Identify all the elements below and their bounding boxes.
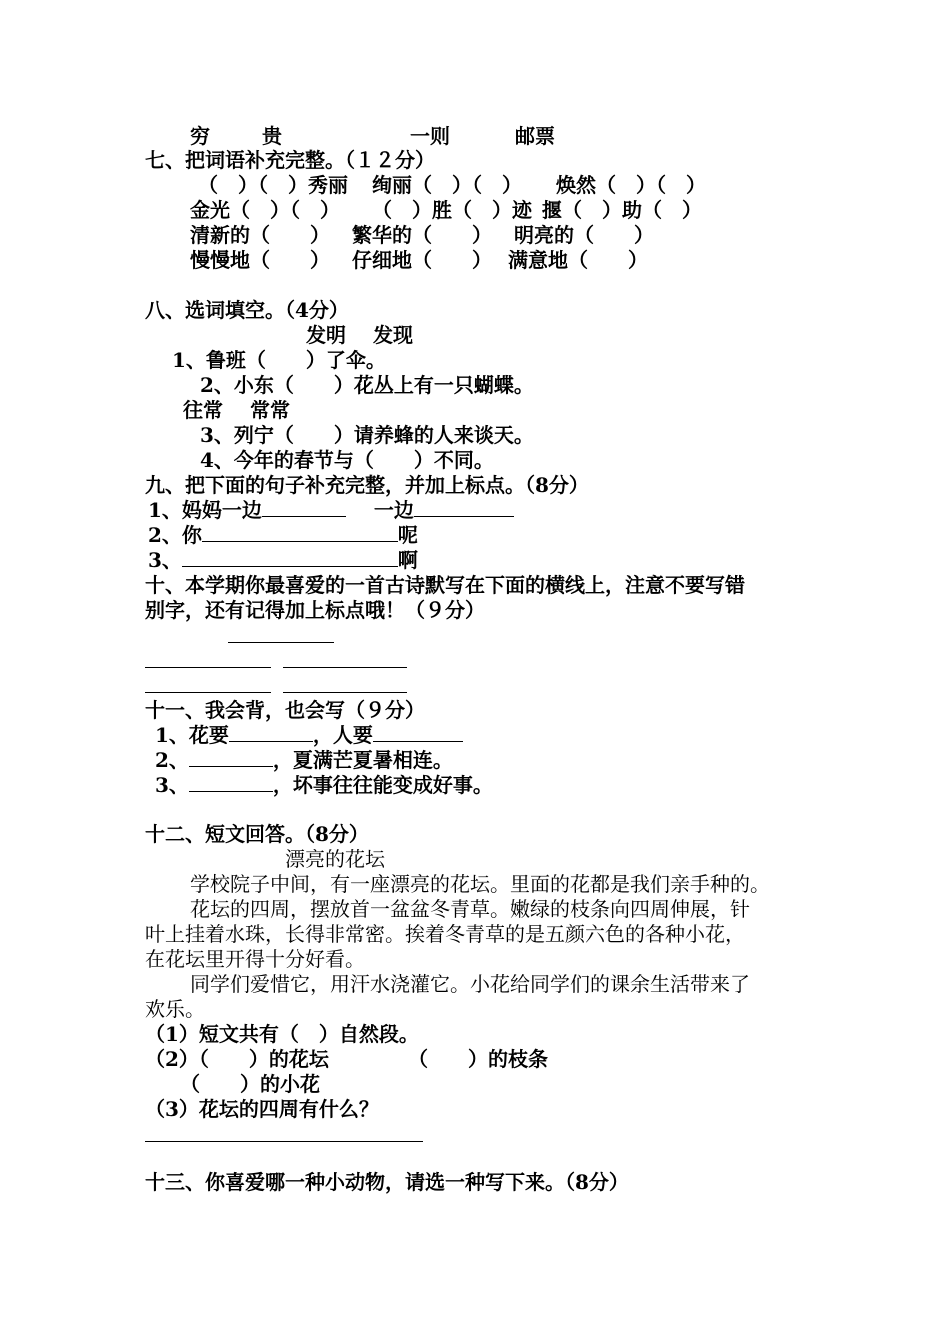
q7-r4-c2: 仔细地（ ） [352,248,492,272]
q8-item-1: 1、鲁班（ ）了伞。 [172,348,386,372]
q12-paragraph-3-line-2: 欢乐。 [145,997,205,1021]
q11-item-3 [155,773,493,797]
q11-title: 十一、我会背，也会写（９分） [145,698,425,722]
q11-item-3-prefix: 3、 [155,773,189,797]
q9-item-3-suffix: 啊 [397,548,418,572]
q10-answer-line-2a[interactable] [145,692,271,693]
q9-item-2-blank[interactable] [202,523,398,542]
q11-item-2-suffix: ，夏满芒夏暑相连。 [272,748,453,772]
q7-r2-c1: 金光（ ）（ ） [190,198,340,222]
q10-title-line-1: 十、本学期你最喜爱的一首古诗默写在下面的横线上，注意不要写错 [145,573,745,597]
q12-question-2c: （ ）的小花 [180,1072,320,1096]
q9-item-1-prefix: 1、妈妈一边 [148,498,262,522]
q11-item-2-prefix: 2、 [155,748,189,772]
q9-item-1-mid: 一边 [373,498,414,522]
q12-question-1: （1）短文共有（ ）自然段。 [145,1022,419,1046]
word-qiong: 穷 [190,124,210,148]
q7-r2-c3: 揠（ ）助（ ） [542,198,702,222]
word-gui: 贵 [262,124,282,148]
q13-title: 十三、你喜爱哪一种小动物，请选一种写下来。（8分） [145,1170,629,1194]
q8-choice-2: 往常 常常 [183,398,290,422]
q7-r4-c1: 慢慢地（ ） [190,248,330,272]
q12-question-2a: （2）（ ）的花坛 [145,1047,329,1071]
q12-title: 十二、短文回答。（8分） [145,822,369,846]
q12-paragraph-2-line-1: 花坛的四周，摆放首一盆盆冬青草。嫩绿的枝条向四周伸展，针 [190,897,750,921]
q10-title-line-2: 别字，还有记得加上标点哦！（９分） [145,598,485,622]
q9-item-3 [148,548,418,572]
q7-r3-c1: 清新的（ ） [190,223,330,247]
q12-question-3: （3）花坛的四周有什么？ [145,1097,379,1121]
q9-item-2-prefix: 2、你 [148,523,202,547]
q12-paragraph-2-line-3: 在花坛里开得十分好看。 [145,947,365,971]
q12-paragraph-1: 学校院子中间，有一座漂亮的花坛。里面的花都是我们亲手种的。 [190,872,770,896]
q7-r2-c2: （ ）胜（ ）迹 [372,198,532,222]
word-yize: 一则 [410,124,450,148]
q7-r4-c3: 满意地（ ） [508,248,648,272]
q7-r1-c3: 焕然（ ）（ ） [556,173,706,197]
q8-item-2: 2、小东（ ）花丛上有一只蝴蝶。 [200,373,534,397]
q11-item-1 [155,723,463,747]
q8-choice-1: 发明 发现 [306,323,413,347]
q12-passage-title: 漂亮的花坛 [285,847,385,871]
q7-r1-c1: （ ）（ ）秀丽 [198,173,348,197]
q8-title: 八、选词填空。（4分） [145,298,349,322]
q11-item-3-suffix: ，坏事往往能变成好事。 [272,773,493,797]
q12-answer-line[interactable] [145,1141,423,1142]
q11-item-2 [155,748,453,772]
q10-answer-line-1a[interactable] [145,667,271,668]
q9-item-3-blank[interactable] [182,548,398,567]
q11-item-1-blank-a[interactable] [229,723,313,742]
q8-item-3: 3、列宁（ ）请养蜂的人来谈天。 [200,423,534,447]
q10-answer-line-2b[interactable] [283,692,407,693]
q8-item-4: 4、今年的春节与（ ）不同。 [200,448,494,472]
q10-answer-line-title[interactable] [228,642,334,643]
q11-item-1-blank-b[interactable] [373,723,463,742]
word-youpiao: 邮票 [515,124,555,148]
q9-title: 九、把下面的句子补充完整，并加上标点。（8分） [145,473,589,497]
q11-item-1-prefix: 1、花要 [155,723,229,747]
q12-question-2b: （ ）的枝条 [408,1047,548,1071]
q12-paragraph-2-line-2: 叶上挂着水珠，长得非常密。挨着冬青草的是五颜六色的各种小花， [145,922,745,946]
q10-answer-line-1b[interactable] [283,667,407,668]
q7-title: 七、把词语补充完整。（１２分） [145,148,435,172]
q9-item-1 [148,498,514,522]
q11-item-2-blank[interactable] [189,748,273,767]
q9-item-2-suffix: 呢 [397,523,418,547]
q7-r3-c3: 明亮的（ ） [514,223,654,247]
q7-r3-c2: 繁华的（ ） [352,223,492,247]
q9-item-1-blank-a[interactable] [262,498,346,517]
q9-item-1-blank-b[interactable] [414,498,514,517]
q7-r1-c2: 绚丽（ ）（ ） [372,173,522,197]
q9-item-3-prefix: 3、 [148,548,182,572]
q9-item-2 [148,523,418,547]
q11-item-3-blank[interactable] [189,773,273,792]
q11-item-1-mid: ，人要 [312,723,373,747]
q12-paragraph-3-line-1: 同学们爱惜它，用汗水浇灌它。小花给同学们的课余生活带来了 [190,972,750,996]
